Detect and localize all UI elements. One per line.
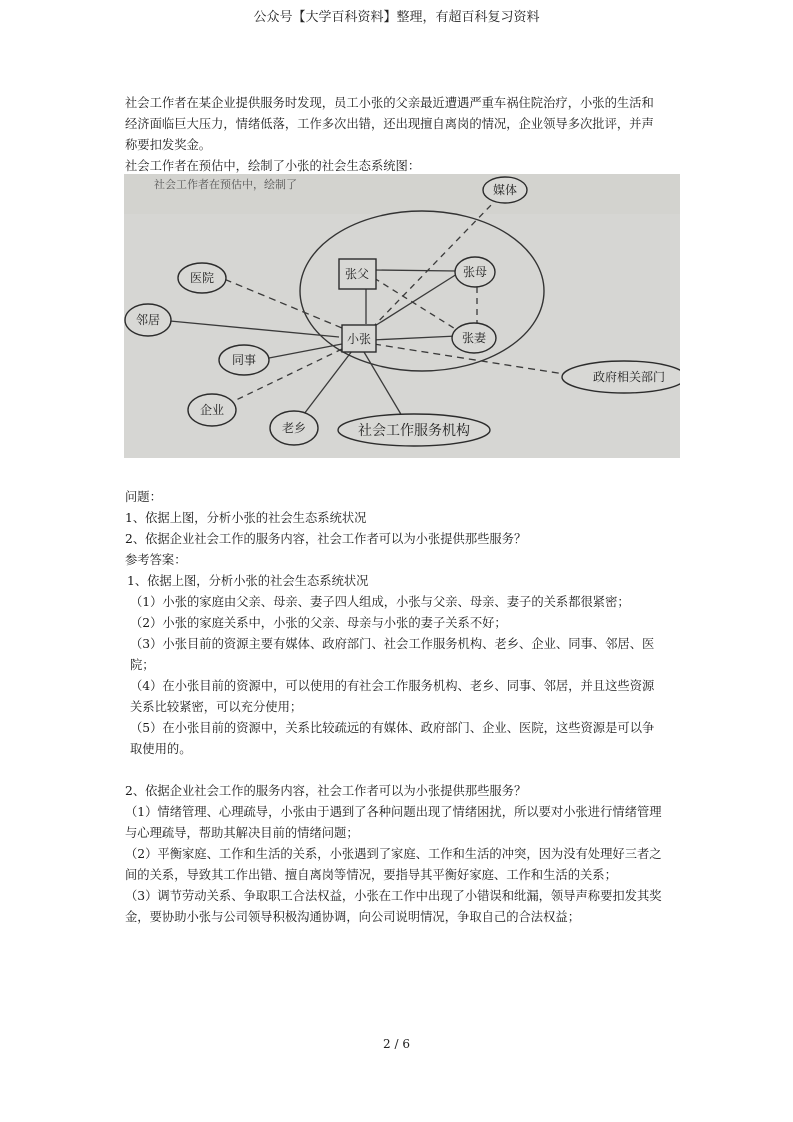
label-sw-agency: 社会工作服务机构 [358,423,470,439]
answer-1-title: 1、依据上图，分析小张的社会生态系统状况 [127,574,369,588]
label-neighbor: 邻居 [135,313,161,327]
label-wife: 张妻 [461,331,487,345]
label-coworker: 同事 [231,353,257,367]
ecosystem-diagram-photo [124,174,680,458]
label-government: 政府相关部门 [592,370,666,384]
question-2: 2、依据企业社会工作的服务内容，社会工作者可以为小张提供那些服务？ [125,532,527,546]
answer-1-item: （2）小张的家庭关系中，小张的父亲、母亲与小张的妻子关系不好； [130,616,507,630]
figure-lead: 社会工作者在预估中，绘制了小张的社会生态系统图： [125,159,421,173]
label-mother: 张母 [462,265,488,279]
label-enterprise: 企业 [199,403,225,417]
label-hospital: 医院 [189,271,215,285]
case-description: 社会工作者在某企业提供服务时发现，员工小张的父亲最近遭遇严重车祸住院治疗，小张的生活和经济面临巨大压力，情绪低落，工作多次出错，还出现擅自离岗的情况，企业领导多次批评，并声称要扣发奖金。 [125,96,654,152]
spacer [125,760,665,781]
answer-2-item: （3）调节劳动关系、争取职工合法权益，小张在工作中出现了小错误和纰漏，领导声称要扣发其奖金，要协助小张与公司领导积极沟通协调，向公司说明情况，争取自己的合法权益； [125,889,662,924]
answer-2-title: 2、依据企业社会工作的服务内容，社会工作者可以为小张提供那些服务？ [125,784,527,798]
page-number: 2 / 6 [383,1037,410,1051]
diagram-caption-fragment: 社会工作者在预估中，绘制了 [154,178,297,191]
answer-2-item: （2）平衡家庭、工作和生活的关系，小张遇到了家庭、工作和生活的冲突，因为没有处理好三者之间的关系，导致其工作出错、擅自离岗等情况，要指导其平衡好家庭、工作和生活的关系； [125,847,662,882]
question-1: 1、依据上图，分析小张的社会生态系统状况 [125,511,367,525]
label-hometown: 老乡 [281,421,307,435]
intro-section [125,93,665,177]
label-xiaozhang: 小张 [346,332,372,346]
label-father: 张父 [344,267,370,281]
questions-heading: 问题： [125,490,162,504]
answer-1-item: （4）在小张目前的资源中，可以使用的有社会工作服务机构、老乡、同事、邻居，并且这些资源关系比较紧密，可以充分使用； [130,679,655,714]
answers-heading: 参考答案： [125,553,187,567]
ecosystem-diagram [124,174,680,458]
answer-2-item: （1）情绪管理、心理疏导，小张由于遇到了各种问题出现了情绪困扰，所以要对小张进行情绪管理与心理疏导，帮助其解决目前的情绪问题； [125,805,662,840]
page-header: 公众号【大学百科资料】整理，有超百科复习资料 [253,10,540,25]
answer-1-item: （1）小张的家庭由父亲、母亲、妻子四人组成，小张与父亲、母亲、妻子的关系都很紧密； [130,595,630,609]
answer-1-item: （5）在小张目前的资源中，关系比较疏远的有媒体、政府部门、企业、医院，这些资源是可以争取使用的。 [130,721,655,756]
answer-1-item: （3）小张目前的资源主要有媒体、政府部门、社会工作服务机构、老乡、企业、同事、邻居、医院； [130,637,655,672]
label-media: 媒体 [492,183,518,197]
qa-section [125,487,665,928]
